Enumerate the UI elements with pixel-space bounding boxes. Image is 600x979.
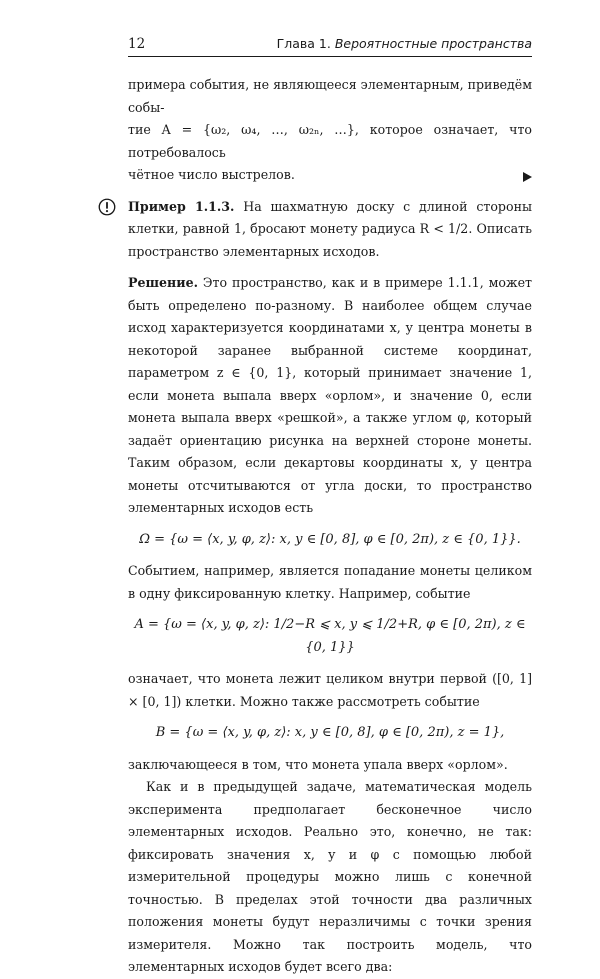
intro-line-2: тие A = {ω₂, ω₄, …, ω₂ₙ, …}, которое означает, что потребовалось [128, 122, 532, 160]
solution-text-2: Событием, например, является попадание монеты целиком в одну фиксированную клетку. Например, событие [128, 563, 532, 601]
intro-line-1: примера события, не являющееся элементарным, приведём собы- [128, 77, 532, 115]
solution-text-3: означает, что монета лежит целиком внутри первой ([0, 1] × [0, 1]) клетки. Можно также рассмотреть событие [128, 671, 532, 709]
page-number: 12 [128, 36, 146, 52]
chapter-title: Вероятностные пространства [334, 36, 532, 51]
formula-omega: Ω = {ω = ⟨x, y, φ, z⟩: x, y ∈ [0, 8], φ ∈ [0, 2π), z ∈ {0, 1}}. [139, 531, 521, 547]
solution-text-4: заключающееся в том, что монета упала вверх «орлом». [128, 756, 508, 772]
end-of-solution-marker-icon [523, 172, 532, 182]
formula-event-a: A = {ω = ⟨x, y, φ, z⟩: 1/2−R ⩽ x, y ⩽ 1/2+R, φ ∈ [0, 2π), z ∈ {0, 1}} [134, 617, 526, 655]
solution-text-5: Как и в предыдущей задаче, математическая модель эксперимента предполагает бесконечное число элементарных исходов. Реально это, конечно, не так: фиксировать значения x, y и φ с помощью любой измерительной процедуры можно лишь с конечной точностью. В пределах этой точности два различных положения монеты будут неразличимы с точки зрения измерителя. Можно так построить модель, что элементарных исходов будет всего два: [128, 779, 532, 974]
formula-event-b: B = {ω = ⟨x, y, φ, z⟩: x, y ∈ [0, 8], φ ∈ [0, 2π), z = 1}, [155, 725, 505, 740]
solution-text-1: Это пространство, как и в примере 1.1.1, может быть определено по-разному. В наиболее общем случае исход характеризуется координатами x, y центра монеты в некоторой заранее выбранной системе координат, параметром z ∈ {0, 1}, который принимает значение 1, если монета выпала вверх «орлом», и значение 0, если монета выпала вверх «решкой», а также углом φ, который задаёт ориентацию рисунка на верхней стороне монеты. Таким образом, если декартовы координаты x, y центра монеты отсчитываются от угла доски, то пространство элементарных исходов есть [128, 275, 532, 515]
example-label: Пример 1.1.3. [128, 198, 235, 214]
solution-label: Решение. [128, 275, 198, 290]
example-block [128, 196, 532, 264]
intro-paragraph [128, 74, 532, 187]
solution-paragraph [128, 272, 532, 520]
example-text: На шахматную доску с длиной стороны клетки, равной 1, бросают монету радиуса R < 1/2. Описать пространство элементарных исходов. [128, 198, 532, 259]
intro-line-3: чётное число выстрелов. [128, 167, 295, 182]
running-header [128, 34, 532, 57]
chapter-heading [277, 36, 532, 51]
page-body [128, 74, 532, 979]
chapter-label: Глава 1. [276, 36, 331, 51]
exclamation-circle-icon [98, 198, 116, 216]
example-paragraph [128, 196, 532, 264]
